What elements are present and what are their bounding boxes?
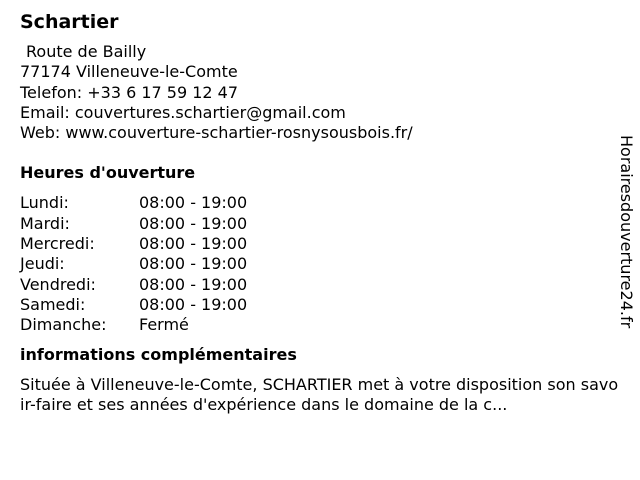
hours-row-wednesday xyxy=(20,234,615,254)
hours-row-saturday xyxy=(20,295,615,315)
additional-info-text: Située à Villeneuve-le-Comte, SCHARTIER met à votre disposition son savoir-faire et ses années d'expérience dans le domaine de la c... xyxy=(20,374,619,414)
email-line: Email: couvertures.schartier@gmail.com xyxy=(20,102,346,122)
day-label: Dimanche: xyxy=(20,315,107,335)
day-label: Lundi: xyxy=(20,193,69,213)
site-watermark: Horairesdouverture24.fr xyxy=(617,135,636,329)
street-address: Route de Bailly xyxy=(26,42,147,61)
hours-row-tuesday xyxy=(20,214,615,234)
contact-block xyxy=(20,42,615,143)
hours-row-sunday xyxy=(20,315,615,335)
day-hours: 08:00 - 19:00 xyxy=(139,213,248,233)
day-label: Mercredi: xyxy=(20,234,95,254)
city-line: 77174 Villeneuve-le-Comte xyxy=(20,62,238,82)
hours-row-monday xyxy=(20,193,615,213)
business-name: Schartier xyxy=(20,11,119,33)
hours-row-thursday xyxy=(20,254,615,274)
hours-row-friday xyxy=(20,275,615,295)
day-label: Samedi: xyxy=(20,294,86,314)
opening-hours-heading: Heures d'ouverture xyxy=(20,163,196,183)
opening-hours-list xyxy=(20,193,615,335)
day-label: Jeudi: xyxy=(20,254,65,274)
day-hours: 08:00 - 19:00 xyxy=(139,254,248,274)
business-card xyxy=(20,9,619,415)
day-label: Vendredi: xyxy=(20,274,96,294)
phone-line: Telefon: +33 6 17 59 12 47 xyxy=(20,82,239,102)
day-hours: 08:00 - 19:00 xyxy=(139,274,248,294)
day-hours: Fermé xyxy=(139,315,189,335)
day-hours: 08:00 - 19:00 xyxy=(139,193,248,213)
additional-info-heading: informations complémentaires xyxy=(20,344,297,364)
day-hours: 08:00 - 19:00 xyxy=(139,294,248,314)
day-label: Mardi: xyxy=(20,213,70,233)
web-line: Web: www.couverture-schartier-rosnysousbois.fr/ xyxy=(20,123,413,143)
day-hours: 08:00 - 19:00 xyxy=(139,234,248,254)
